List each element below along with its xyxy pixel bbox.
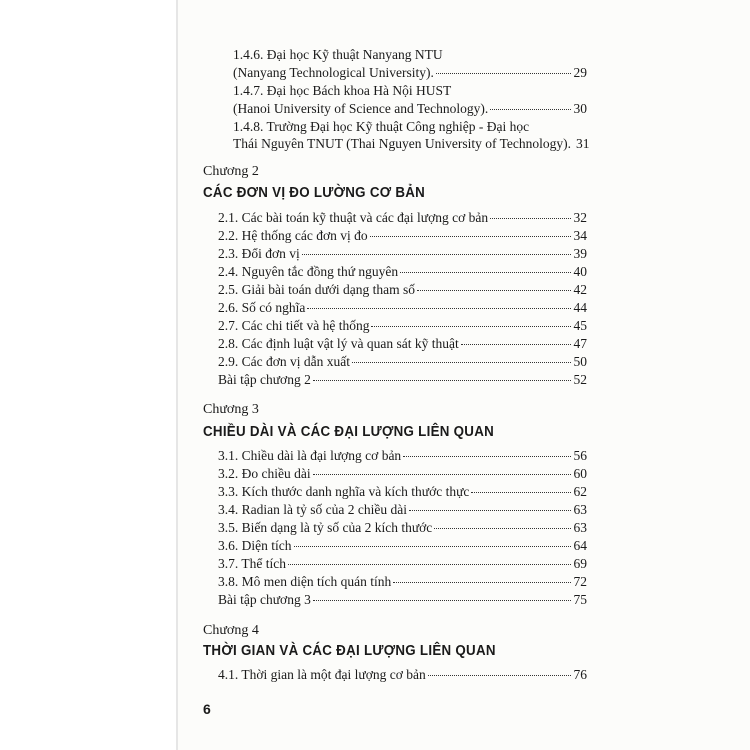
toc-page-number: 45 (573, 318, 587, 333)
leader-dots (490, 109, 570, 110)
leader-dots (400, 272, 570, 273)
toc-entry-text: 2.9. Các đơn vị dẫn xuất (218, 354, 350, 369)
toc-page-number: 75 (573, 592, 587, 607)
toc-page-number: 29 (573, 65, 587, 80)
toc-entry-text: 3.6. Diện tích (218, 538, 292, 553)
toc-page-number: 50 (573, 354, 587, 369)
chapter-label: Chương 4 (203, 623, 259, 638)
toc-page-number: 72 (573, 574, 587, 589)
toc-entry-text: Thái Nguyên TNUT (Thai Nguyen University of Technology). (233, 136, 571, 151)
leader-dots (417, 290, 570, 291)
toc-entry-line: 1.4.6. Đại học Kỹ thuật Nanyang NTU (233, 47, 443, 62)
toc-entry[interactable] (218, 501, 587, 518)
leader-dots (352, 362, 571, 363)
toc-entry-text: 3.4. Radian là tỷ số của 2 chiều dài (218, 502, 407, 517)
toc-page-number: 62 (573, 484, 587, 499)
chapter-title: THỜI GIAN VÀ CÁC ĐẠI LƯỢNG LIÊN QUAN (203, 643, 496, 659)
toc-entry[interactable] (218, 263, 587, 280)
leader-dots (393, 582, 570, 583)
toc-entry-text: 2.6. Số có nghĩa (218, 300, 306, 315)
toc-page-number: 34 (573, 228, 587, 243)
toc-page-number: 76 (573, 667, 587, 682)
toc-entry[interactable] (218, 519, 587, 536)
chapter-label: Chương 2 (203, 164, 259, 179)
toc-entry-text: 3.5. Biến dạng là tỷ số của 2 kích thước (218, 520, 433, 535)
leader-dots (313, 380, 571, 381)
toc-page-number: 40 (573, 264, 587, 279)
leader-dots (461, 344, 571, 345)
toc-entry-text: Bài tập chương 2 (218, 372, 311, 387)
toc-entry-line: 1.4.8. Trường Đại học Kỹ thuật Công nghiệp - Đại học (233, 119, 530, 134)
toc-entry[interactable] (218, 666, 587, 683)
toc-entry-text: 2.1. Các bài toán kỹ thuật và các đại lượng cơ bản (218, 210, 489, 225)
toc-entry[interactable] (233, 64, 587, 81)
toc-entry-text: 3.2. Đo chiều dài (218, 466, 311, 481)
leader-dots (371, 326, 570, 327)
toc-entry-text: 2.4. Nguyên tắc đồng thứ nguyên (218, 264, 399, 279)
toc-entry[interactable] (218, 447, 587, 464)
toc-entry[interactable] (233, 100, 587, 117)
toc-page-number: 63 (573, 520, 587, 535)
leader-dots (490, 218, 570, 219)
toc-entry-text: 3.3. Kích thước danh nghĩa và kích thước thực (218, 484, 470, 499)
chapter-title: CHIỀU DÀI VÀ CÁC ĐẠI LƯỢNG LIÊN QUAN (203, 424, 495, 440)
toc-entry-text: 3.1. Chiều dài là đại lượng cơ bản (218, 448, 402, 463)
toc-entry[interactable] (218, 353, 587, 370)
page-number: 6 (203, 701, 211, 717)
leader-dots (288, 564, 571, 565)
toc-page-number: 30 (573, 101, 587, 116)
toc-page-number: 56 (573, 448, 587, 463)
toc-page-number: 44 (573, 300, 587, 315)
toc-entry[interactable] (218, 209, 587, 226)
toc-entry[interactable] (218, 573, 587, 590)
toc-entry[interactable] (218, 371, 587, 388)
toc-entry-text: 2.5. Giải bài toán dưới dạng tham số (218, 282, 416, 297)
toc-entry-text: (Hanoi University of Science and Technology). (233, 101, 489, 116)
toc-entry[interactable] (218, 281, 587, 298)
toc-entry-text: 2.2. Hệ thống các đơn vị đo (218, 228, 368, 243)
chapter-title: CÁC ĐƠN VỊ ĐO LƯỜNG CƠ BẢN (203, 185, 426, 201)
toc-entry-text: Bài tập chương 3 (218, 592, 311, 607)
toc-page-number: 64 (573, 538, 587, 553)
leader-dots (370, 236, 571, 237)
toc-page-number: 39 (573, 246, 587, 261)
toc-entry-text: 2.3. Đổi đơn vị (218, 246, 300, 261)
toc-page-number: 31 (576, 136, 590, 151)
toc-entry-text: (Nanyang Technological University). (233, 65, 434, 80)
toc-entry-text: 4.1. Thời gian là một đại lượng cơ bản (218, 667, 426, 682)
leader-dots (409, 510, 571, 511)
toc-entry-text: 3.7. Thể tích (218, 556, 286, 571)
toc-page-number: 32 (573, 210, 587, 225)
toc-entry[interactable] (218, 335, 587, 352)
toc-entry-text: 2.8. Các định luật vật lý và quan sát kỹ thuật (218, 336, 459, 351)
leader-dots (428, 675, 571, 676)
toc-entry[interactable] (218, 591, 587, 608)
toc-entry[interactable] (233, 135, 590, 152)
leader-dots (307, 308, 570, 309)
toc-entry[interactable] (218, 227, 587, 244)
toc-entry[interactable] (218, 299, 587, 316)
leader-dots (302, 254, 571, 255)
leader-dots (471, 492, 570, 493)
toc-entry[interactable] (218, 483, 587, 500)
toc-entry[interactable] (218, 317, 587, 334)
leader-dots (436, 73, 571, 74)
toc-page-number: 52 (573, 372, 587, 387)
toc-entry-line: 1.4.7. Đại học Bách khoa Hà Nội HUST (233, 83, 452, 98)
toc-entry[interactable] (218, 555, 587, 572)
leader-dots (313, 474, 571, 475)
leader-dots (403, 456, 570, 457)
toc-page-number: 60 (573, 466, 587, 481)
leader-dots (434, 528, 570, 529)
toc-entry-text: 2.7. Các chi tiết và hệ thống (218, 318, 370, 333)
toc-page-number: 63 (573, 502, 587, 517)
toc-page-number: 69 (573, 556, 587, 571)
toc-page-number: 47 (573, 336, 587, 351)
leader-dots (313, 600, 571, 601)
toc-entry[interactable] (218, 537, 587, 554)
leader-dots (294, 546, 571, 547)
toc-page-number: 42 (573, 282, 587, 297)
chapter-label: Chương 3 (203, 402, 259, 417)
toc-entry[interactable] (218, 465, 587, 482)
toc-entry-text: 3.8. Mô men diện tích quán tính (218, 574, 392, 589)
toc-entry[interactable] (218, 245, 587, 262)
